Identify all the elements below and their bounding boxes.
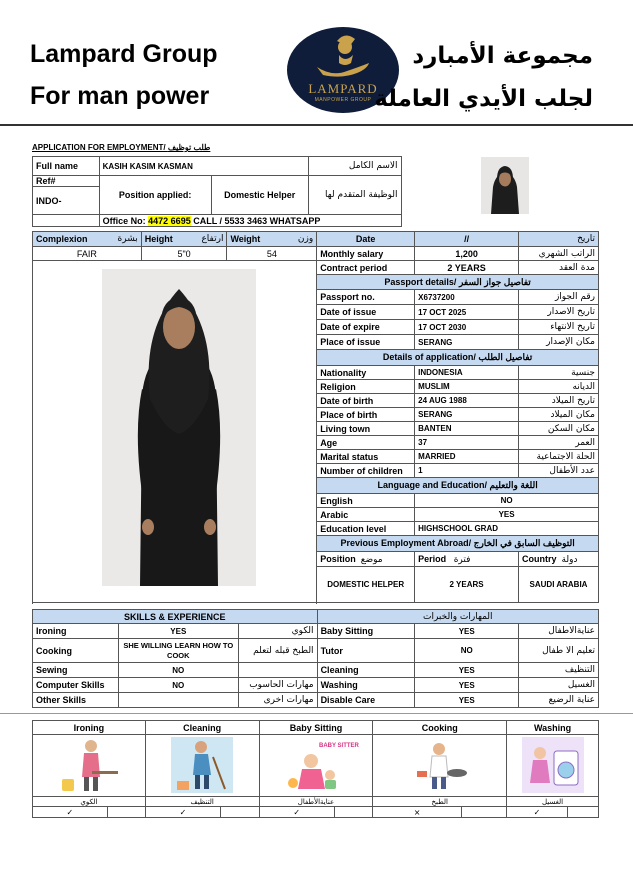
- office-prefix: Office No:: [102, 215, 149, 226]
- gallery-image-cell: [259, 735, 373, 797]
- language-row-label: Education level: [317, 522, 415, 536]
- passport-row-value: 17 OCT 2030: [415, 320, 519, 335]
- skill-label: Computer Skills: [33, 678, 119, 693]
- language-section-title: Language and Education/ اللغة والتعليم: [317, 478, 599, 494]
- application-title: APPLICATION FOR EMPLOYMENT/ طلب توظيف: [32, 143, 211, 152]
- application-row-label: Nationality: [317, 366, 415, 380]
- applicant-full-photo: [102, 269, 256, 586]
- skill-label-ar: الكوي: [238, 624, 317, 639]
- skill-label-ar: [238, 663, 317, 678]
- skill-label: Cooking: [33, 639, 119, 663]
- application-row-label-ar: تاريخ الميلاد: [519, 394, 599, 408]
- height-value: 5"0: [141, 247, 227, 261]
- passport-row-label: Date of issue: [317, 305, 415, 320]
- passport-row-label-ar: رقم الجواز: [519, 290, 599, 305]
- skills-title-ar: المهارات والخبرات: [317, 610, 598, 624]
- gallery-title: Cooking: [373, 721, 507, 735]
- passport-row-value: SERANG: [415, 335, 519, 350]
- gallery-image-cell: [373, 735, 507, 797]
- gallery-check-mark: ✓: [145, 807, 220, 818]
- passport-row-label: Passport no.: [317, 290, 415, 305]
- prev-period-value: 2 YEARS: [415, 567, 519, 603]
- skills-divider: [0, 713, 633, 714]
- applicant-full-body-icon: [102, 269, 256, 586]
- applicant-thumbnail-photo: [481, 157, 529, 214]
- skill-value: NO: [118, 663, 238, 678]
- skill-value: YES: [415, 624, 519, 639]
- indo-label: INDO-: [33, 187, 100, 215]
- logo-name: LAMPARD: [308, 81, 378, 96]
- washing-icon: [522, 737, 584, 793]
- application-row-value: 24 AUG 1988: [415, 394, 519, 408]
- application-row-label-ar: مكان الميلاد: [519, 408, 599, 422]
- salary-value: 1,200: [415, 247, 519, 261]
- skill-label-ar: الطبخ قبله لتعلم: [238, 639, 317, 663]
- period-label: Contract period: [317, 261, 415, 275]
- baby-sitter-badge: BABY SITTER: [318, 743, 359, 749]
- application-row-label-ar: الديانه: [519, 380, 599, 394]
- gallery-title: Cleaning: [145, 721, 259, 735]
- application-row-value: MUSLIM: [415, 380, 519, 394]
- passport-row-value: 17 OCT 2025: [415, 305, 519, 320]
- language-row-value: YES: [415, 508, 599, 522]
- gallery-check-mark: ✓: [507, 807, 568, 818]
- hand-woman-logo-icon: [287, 27, 399, 83]
- language-row-value: NO: [415, 494, 599, 508]
- skill-value: YES: [118, 624, 238, 639]
- gallery-title: Baby Sitting: [259, 721, 373, 735]
- logo-subtitle: MANPOWER GROUP: [314, 97, 372, 103]
- previous-section-title: Previous Employment Abroad/ التوظيف السابق في الخارج: [317, 536, 599, 552]
- period-value: 2 YEARS: [415, 261, 519, 275]
- application-row-label-ar: العمر: [519, 436, 599, 450]
- application-row-label: Age: [317, 436, 415, 450]
- application-row-label-ar: عدد الأطفال: [519, 464, 599, 478]
- skill-label-ar: عنايةالاطفال: [519, 624, 599, 639]
- application-row-label: Living town: [317, 422, 415, 436]
- application-row-value: MARRIED: [415, 450, 519, 464]
- office-phone-highlight: 4472 6695: [148, 215, 191, 226]
- cooking-icon: [409, 737, 471, 793]
- language-row-label: Arabic: [317, 508, 415, 522]
- application-row-label: Date of birth: [317, 394, 415, 408]
- skill-label-ar: مهارات اخرى: [238, 693, 317, 708]
- weight-value: 54: [227, 247, 317, 261]
- gallery-image-cell: [145, 735, 259, 797]
- passport-row-label-ar: تاريخ الانتهاء: [519, 320, 599, 335]
- position-value: Domestic Helper: [211, 176, 308, 215]
- application-row-label-ar: جنسية: [519, 366, 599, 380]
- cleaning-icon: [171, 737, 233, 793]
- prev-country-value: SAUDI ARABIA: [519, 567, 599, 603]
- skill-label: Washing: [317, 678, 415, 693]
- prev-position-value: DOMESTIC HELPER: [317, 567, 415, 603]
- skill-label: Ironing: [33, 624, 119, 639]
- gallery-label-ar: الغسيل: [507, 797, 599, 807]
- application-row-value: SERANG: [415, 408, 519, 422]
- application-row-label: Religion: [317, 380, 415, 394]
- date-value: //: [415, 232, 519, 247]
- skills-gallery: [32, 720, 599, 818]
- weight-header: Weight وزن: [227, 232, 317, 247]
- skill-value: [118, 693, 238, 708]
- skill-value: YES: [415, 663, 519, 678]
- ironing-icon: [58, 737, 120, 793]
- period-label-ar: مدة العقد: [519, 261, 599, 275]
- gallery-image-cell: [507, 735, 599, 797]
- skill-label: Other Skills: [33, 693, 119, 708]
- gallery-check-mark: ✓: [33, 807, 108, 818]
- gallery-label-ar: التنظيف: [145, 797, 259, 807]
- gallery-label-ar: الطبخ: [373, 797, 507, 807]
- gallery-check-mark: ✓: [259, 807, 334, 818]
- applicant-portrait-icon: [481, 157, 529, 214]
- application-row-label-ar: الحلة الاجتماعية: [519, 450, 599, 464]
- office-suffix: CALL / 5533 3463 WHATSAPP: [190, 215, 321, 226]
- prev-country-header: Country دولة: [519, 552, 599, 567]
- skill-label-ar: عناية الرضيع: [519, 693, 599, 708]
- skill-value: NO: [415, 639, 519, 663]
- skills-title-en: SKILLS & EXPERIENCE: [33, 610, 318, 624]
- passport-row-label: Place of issue: [317, 335, 415, 350]
- skill-value: SHE WILLING LEARN HOW TO COOK: [118, 639, 238, 663]
- prev-position-header: Position موضع: [317, 552, 415, 567]
- skill-label: Sewing: [33, 663, 119, 678]
- header-divider: [0, 124, 633, 126]
- company-tagline-ar: لجلب الأيدي العاملة: [374, 86, 593, 112]
- gallery-title: Ironing: [33, 721, 146, 735]
- application-row-value: 37: [415, 436, 519, 450]
- gallery-image-cell: [33, 735, 146, 797]
- date-label-ar: تاريخ: [519, 232, 599, 247]
- application-row-label: Marital status: [317, 450, 415, 464]
- passport-row-label-ar: مكان الإصدار: [519, 335, 599, 350]
- full-name-label: Full name: [33, 157, 100, 176]
- position-label: Position applied:: [99, 176, 211, 215]
- ref-label: Ref#: [33, 176, 100, 187]
- passport-row-label: Date of expire: [317, 320, 415, 335]
- skill-label: Baby Sitting: [317, 624, 415, 639]
- gallery-label-ar: الكوي: [33, 797, 146, 807]
- skill-label-ar: التنظيف: [519, 663, 599, 678]
- gallery-cross-mark: ×: [373, 807, 462, 818]
- salary-label: Monthly salary: [317, 247, 415, 261]
- baby-sitting-icon: [285, 737, 359, 793]
- salary-label-ar: الراتب الشهري: [519, 247, 599, 261]
- skill-value: YES: [415, 693, 519, 708]
- full-name-value: KASIH KASIM KASMAN: [99, 157, 308, 176]
- application-row-label: Number of children: [317, 464, 415, 478]
- complexion-value: FAIR: [33, 247, 142, 261]
- passport-row-value: X6737200: [415, 290, 519, 305]
- application-row-value: BANTEN: [415, 422, 519, 436]
- skill-label: Disable Care: [317, 693, 415, 708]
- prev-period-header: Period فترة: [415, 552, 519, 567]
- application-section-title: Details of application/ تفاصيل الطلب: [317, 350, 599, 366]
- skill-label: Cleaning: [317, 663, 415, 678]
- skills-table: [32, 609, 599, 708]
- application-row-value: 1: [415, 464, 519, 478]
- position-label-ar: الوظيفة المتقدم لها: [308, 176, 401, 215]
- skill-value: YES: [415, 678, 519, 693]
- skill-label-ar: تعليم الا طفال: [519, 639, 599, 663]
- language-row-label: English: [317, 494, 415, 508]
- skill-label-ar: الغسيل: [519, 678, 599, 693]
- date-label: Date: [317, 232, 415, 247]
- company-name-ar: مجموعة الأمبارد: [412, 43, 593, 69]
- skill-label-ar: مهارات الحاسوب: [238, 678, 317, 693]
- passport-section-title: Passport details/ تفاصيل جواز السفر: [317, 275, 599, 290]
- skill-label: Tutor: [317, 639, 415, 663]
- application-row-label-ar: مكان السكن: [519, 422, 599, 436]
- company-tagline-en: For man power: [30, 82, 210, 110]
- skill-value: NO: [118, 678, 238, 693]
- company-name-en: Lampard Group: [30, 40, 218, 68]
- application-row-label: Place of birth: [317, 408, 415, 422]
- full-name-label-ar: الاسم الكامل: [308, 157, 401, 176]
- language-row-value: HIGHSCHOOL GRAD: [415, 522, 599, 536]
- height-header: Height ارتفاع: [141, 232, 227, 247]
- application-row-value: INDONESIA: [415, 366, 519, 380]
- complexion-header: Complexion بشرة: [33, 232, 142, 247]
- office-number: [99, 215, 401, 227]
- gallery-label-ar: عنايةالأطفال: [259, 797, 373, 807]
- passport-row-label-ar: تاريخ الاصدار: [519, 305, 599, 320]
- gallery-title: Washing: [507, 721, 599, 735]
